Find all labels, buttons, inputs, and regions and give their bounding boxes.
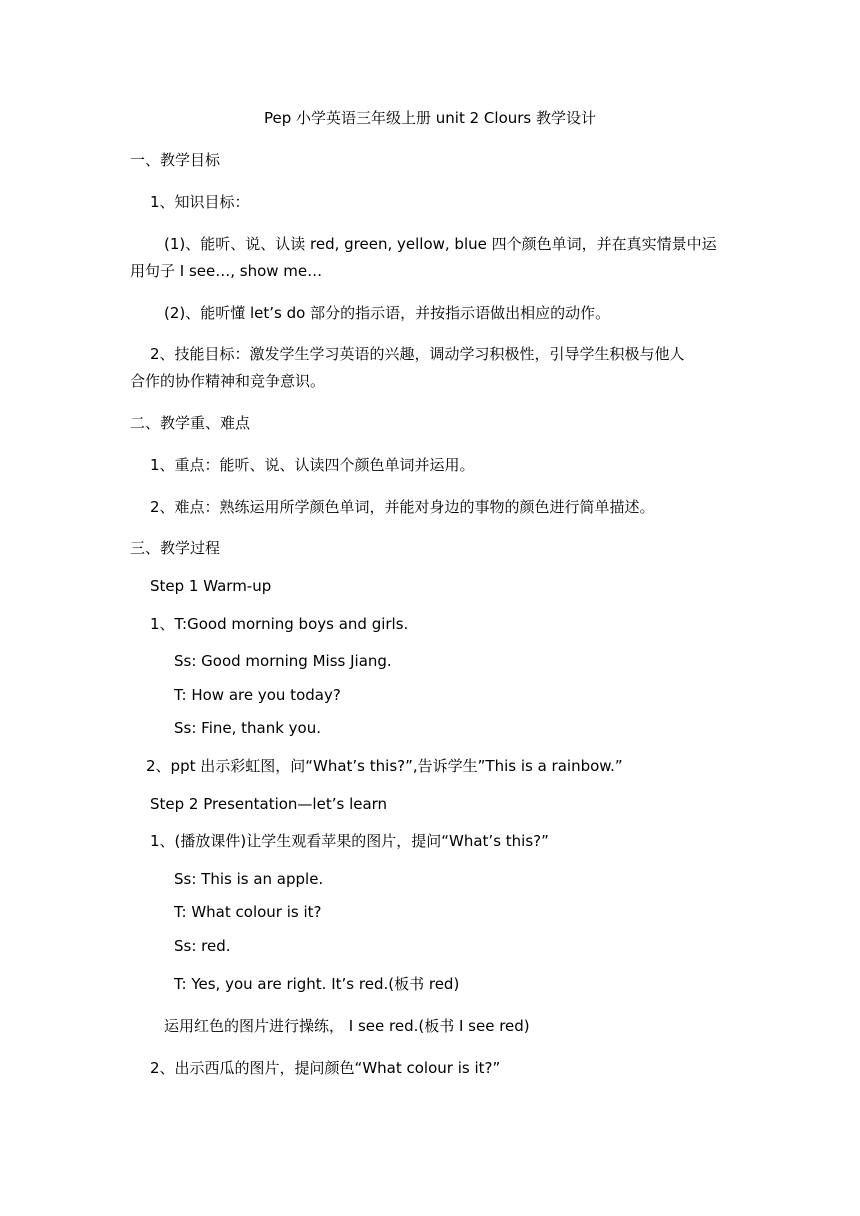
step-1-item-1: 1、T:Good morning boys and girls. xyxy=(150,615,409,633)
knowledge-objective-1 xyxy=(130,231,730,285)
dialogue-line: Ss: Good morning Miss Jiang. xyxy=(174,652,392,670)
paragraph-line: 合作的协作精神和竞争意识。 xyxy=(130,372,326,390)
step-2-item-1: 1、(播放课件)让学生观看苹果的图片，提问“What’s this?” xyxy=(150,832,549,850)
paragraph-line: (1)、能听、说、认读 red, green, yellow, blue 四个颜色单词，并在真实情景中运 xyxy=(164,235,717,253)
dialogue-line: T: What colour is it? xyxy=(174,903,322,921)
dialogue-line: T: How are you today? xyxy=(174,686,341,704)
key-point: 1、重点：能听、说、认读四个颜色单词并运用。 xyxy=(150,456,475,474)
step-1-item-2: 2、ppt 出示彩虹图，问“What’s this?”,告诉学生”This is a rainbow.” xyxy=(146,757,623,775)
knowledge-objective-2: (2)、能听懂 let’s do 部分的指示语，并按指示语做出相应的动作。 xyxy=(164,304,611,322)
paragraph-line: 用句子 I see…, show me… xyxy=(130,262,323,280)
step-2-heading: Step 2 Presentation—let’s learn xyxy=(150,795,388,813)
section-heading-process: 三、教学过程 xyxy=(130,539,221,557)
knowledge-objective-heading: 1、知识目标： xyxy=(150,193,250,211)
dialogue-line: Ss: Fine, thank you. xyxy=(174,719,322,737)
paragraph-line: 2、技能目标：激发学生学习英语的兴趣，调动学习积极性，引导学生积极与他人 xyxy=(150,345,685,363)
skill-objective xyxy=(130,341,730,395)
section-heading-key-points: 二、教学重、难点 xyxy=(130,414,251,432)
practice-line: 运用红色的图片进行操练， I see red.(板书 I see red) xyxy=(164,1017,530,1035)
step-2-item-2: 2、出示西瓜的图片，提问颜色“What colour is it?” xyxy=(150,1059,501,1077)
dialogue-line: T: Yes, you are right. It’s red.(板书 red) xyxy=(174,975,460,993)
dialogue-line: Ss: red. xyxy=(174,937,231,955)
difficult-point: 2、难点：熟练运用所学颜色单词，并能对身边的事物的颜色进行简单描述。 xyxy=(150,498,655,516)
section-heading-objectives: 一、教学目标 xyxy=(130,151,221,169)
step-1-heading: Step 1 Warm-up xyxy=(150,577,272,595)
page-title: Pep 小学英语三年级上册 unit 2 Clours 教学设计 xyxy=(263,109,596,127)
dialogue-line: Ss: This is an apple. xyxy=(174,870,324,888)
